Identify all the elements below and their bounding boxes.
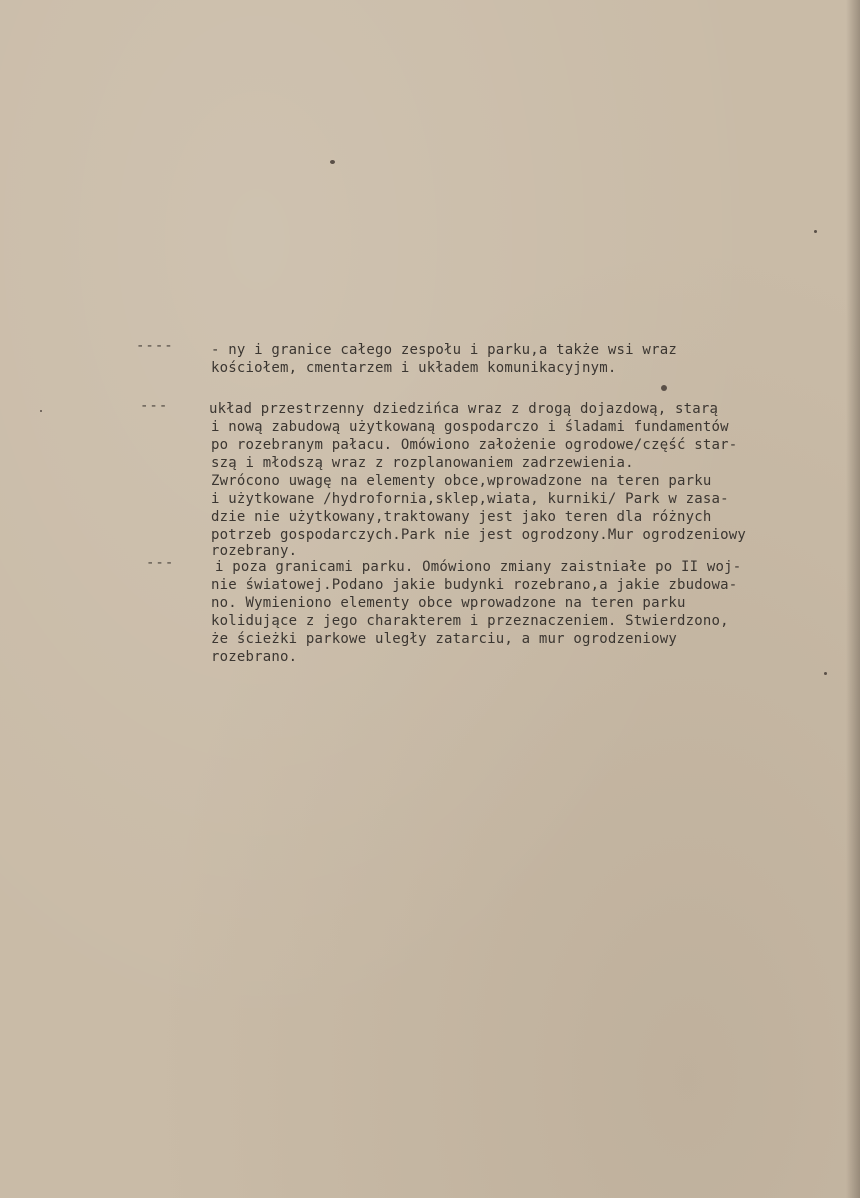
text-line: układ przestrzenny dziedzińca wraz z drogą dojazdową, starą — [209, 401, 719, 417]
ink-speck — [330, 160, 335, 164]
text-line: szą i młodszą wraz z rozplanowaniem zadrzewienia. — [211, 455, 634, 471]
text-line: rozebrano. — [211, 649, 298, 665]
ink-speck — [661, 385, 667, 391]
text-line: Zwrócono uwagę na elementy obce,wprowadzone na teren parku — [211, 473, 712, 489]
text-line: kościołem, cmentarzem i układem komunikacyjnym. — [211, 360, 617, 376]
text-line: i poza granicami parku. Omówiono zmiany zaistniałe po II woj- — [215, 559, 742, 575]
ink-speck — [824, 672, 827, 675]
text-line: że ścieżki parkowe uległy zatarciu, a mur ogrodzeniowy — [211, 631, 677, 647]
text-line: dzie nie użytkowany,traktowany jest jako teren dla różnych — [211, 509, 712, 525]
dash-marker: ---- — [136, 338, 174, 354]
dash-marker: --- — [140, 398, 169, 414]
text-line: rozebrany. — [211, 543, 298, 559]
ink-speck — [40, 410, 42, 412]
page-edge-shadow — [846, 0, 860, 1198]
text-line: i użytkowane /hydrofornia,sklep,wiata, kurniki/ Park w zasa- — [211, 491, 729, 507]
text-line: potrzeb gospodarczych.Park nie jest ogrodzony.Mur ogrodzeniowy — [211, 527, 746, 543]
text-line: no. Wymieniono elementy obce wprowadzone na teren parku — [211, 595, 686, 611]
text-line: i nową zabudową użytkowaną gospodarczo i śladami fundamentów — [211, 419, 729, 435]
ink-speck — [814, 230, 817, 233]
text-line: kolidujące z jego charakterem i przeznaczeniem. Stwierdzono, — [211, 613, 729, 629]
text-line: po rozebranym pałacu. Omówiono założenie ogrodowe/część star- — [211, 437, 738, 453]
dash-marker: --- — [146, 555, 175, 571]
text-line: - ny i granice całego zespołu i parku,a także wsi wraz — [211, 342, 677, 358]
text-line: nie światowej.Podano jakie budynki rozebrano,a jakie zbudowa- — [211, 577, 738, 593]
